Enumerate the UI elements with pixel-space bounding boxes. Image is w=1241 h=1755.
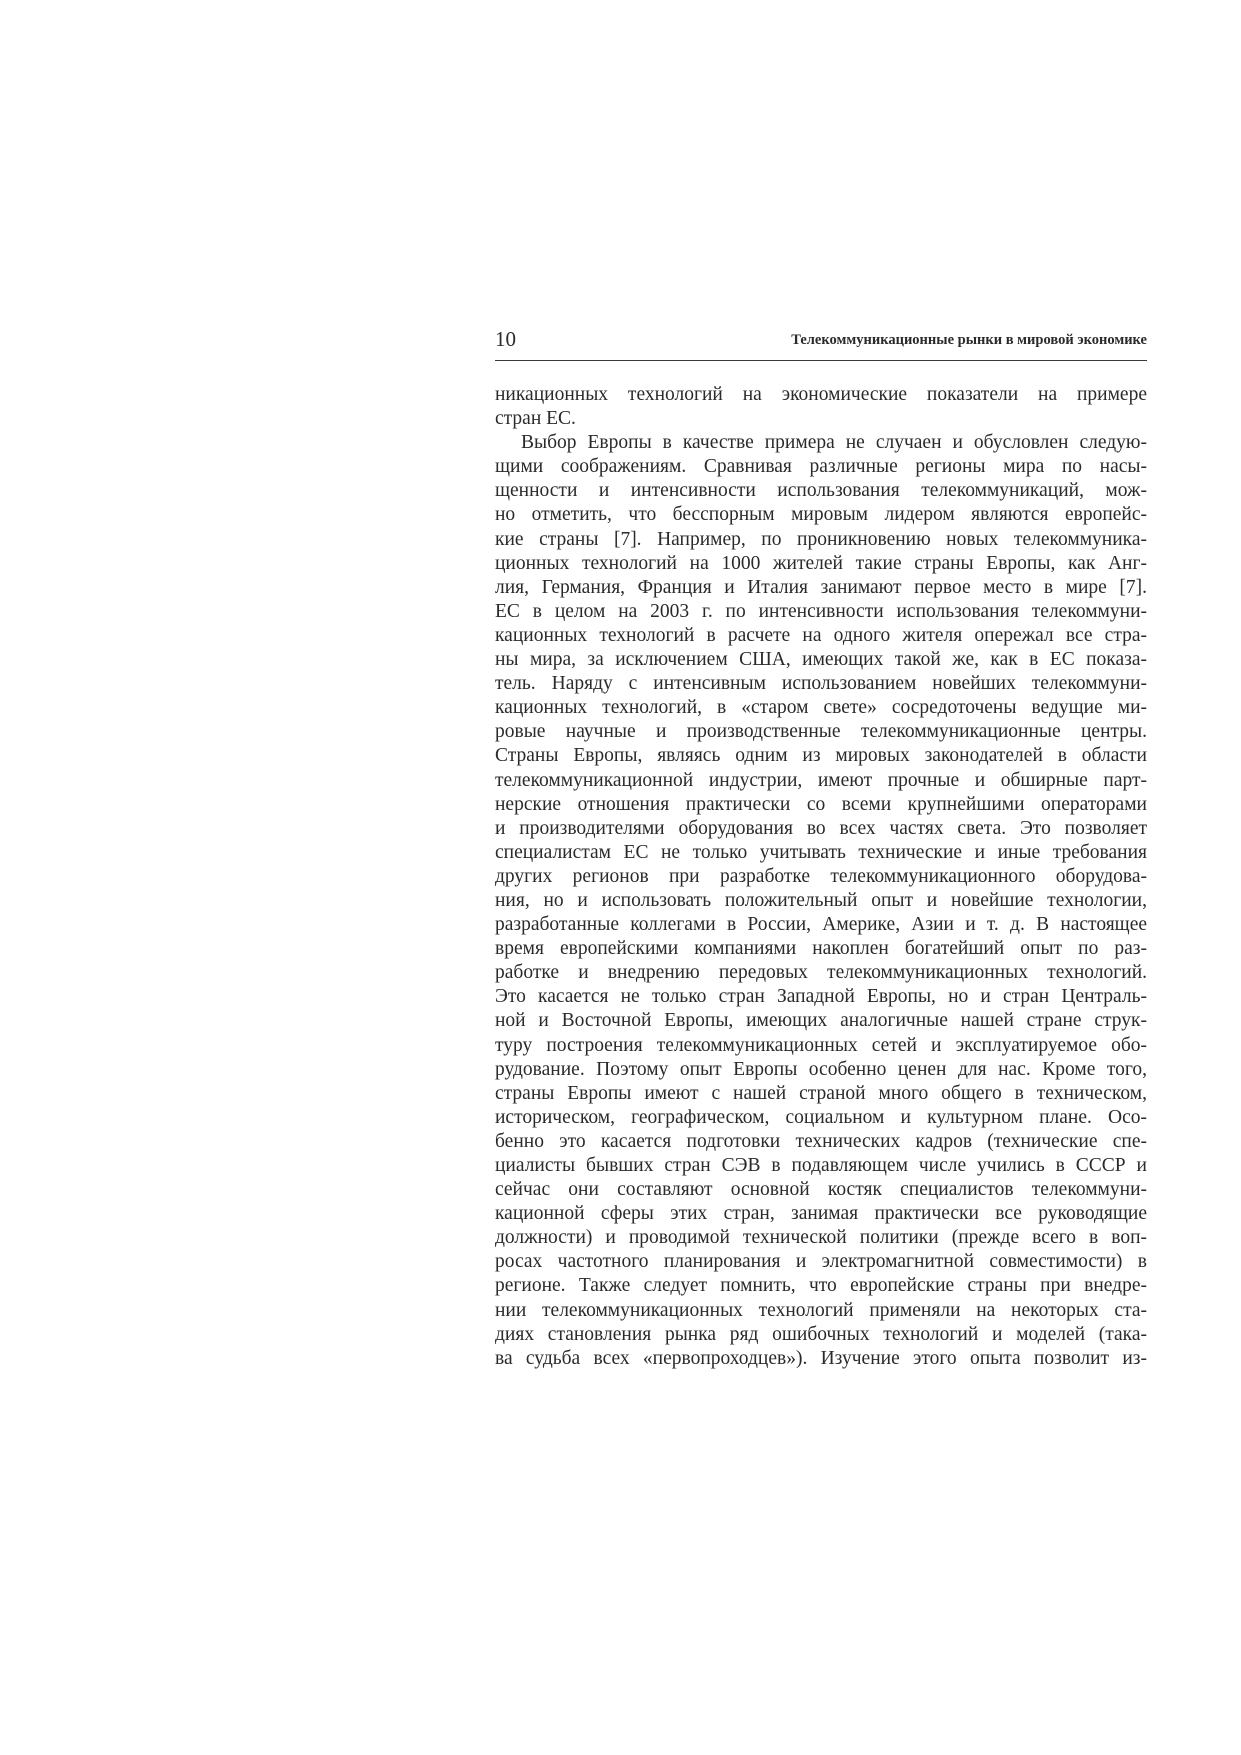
text-line: ны мира, за исключением США, имеющих такой же, как в ЕС показа-	[495, 649, 1147, 671]
text-line: рудование. Поэтому опыт Европы особенно ценен для нас. Кроме того,	[495, 1058, 1147, 1080]
text-line: специалистам ЕС не только учитывать технические и иные требования	[495, 841, 1147, 863]
page-number: 10	[495, 327, 516, 351]
text-line: ной и Восточной Европы, имеющих аналогичные нашей стране струк-	[495, 1010, 1147, 1032]
text-line: циалисты бывших стран СЭВ в подавляющем числе учились в СССР и	[495, 1155, 1147, 1176]
body-text	[495, 383, 1147, 1371]
text-line: лия, Германия, Франция и Италия занимают первое место в мире [7].	[495, 576, 1147, 598]
text-line: диях становления рынка ряд ошибочных технологий и моделей (така-	[495, 1323, 1147, 1345]
text-line: ва судьба всех «первопроходцев»). Изучение этого опыта позволит из-	[495, 1347, 1147, 1369]
text-line: других регионов при разработке телекоммуникационного оборудова-	[495, 865, 1147, 887]
text-line: работке и внедрению передовых телекоммуникационных технологий.	[495, 962, 1147, 984]
text-line: ЕС в целом на 2003 г. по интенсивности использования телекоммуни-	[495, 600, 1147, 622]
text-line: кие страны [7]. Например, по проникновению новых телекоммуника-	[495, 528, 1147, 550]
text-line: тель. Наряду с интенсивным использованием новейших телекоммуни-	[495, 673, 1147, 695]
text-line: нии телекоммуникационных технологий применяли на некоторых ста-	[495, 1299, 1147, 1321]
text-line: щенности и интенсивности использования телекоммуникаций, мож-	[495, 480, 1147, 502]
text-line: кационной сферы этих стран, занимая практически все руководящие	[495, 1203, 1147, 1225]
text-line: Выбор Европы в качестве примера не случаен и обусловлен следую-	[521, 432, 1147, 454]
text-line: разработанные коллегами в России, Америке, Азии и т. д. В настоящее	[495, 914, 1147, 936]
text-line: стран ЕС.	[495, 408, 576, 430]
text-line: Это касается не только стран Западной Европы, но и стран Централь-	[495, 986, 1147, 1008]
text-line: сейчас они составляют основной костяк специалистов телекоммуни-	[495, 1179, 1147, 1201]
text-line: кационных технологий, в «старом свете» сосредоточены ведущие ми-	[495, 697, 1147, 719]
text-line: ционных технологий на 1000 жителей такие страны Европы, как Анг-	[495, 552, 1147, 574]
text-line: туру построения телекоммуникационных сетей и эксплуатируемое обо-	[495, 1034, 1147, 1056]
text-line: ния, но и использовать положительный опыт и новейшие технологии,	[495, 889, 1147, 911]
text-line: Страны Европы, являясь одним из мировых законодателей в области	[495, 745, 1147, 767]
text-line: историческом, географическом, социальном и культурном плане. Осо-	[495, 1106, 1147, 1128]
text-line: щими соображениям. Сравнивая различные регионы мира по насы-	[495, 456, 1147, 478]
text-line: росах частотного планирования и электромагнитной совместимости) в	[495, 1251, 1147, 1273]
text-line: но отметить, что бесспорным мировым лидером являются европейс-	[495, 504, 1147, 526]
text-line: страны Европы имеют с нашей страной много общего в техническом,	[495, 1082, 1147, 1104]
text-line: бенно это касается подготовки технических кадров (технические спе-	[495, 1130, 1147, 1152]
text-line: кационных технологий в расчете на одного жителя опережал все стра-	[495, 624, 1147, 646]
text-line: и производителями оборудования во всех частях света. Это позволяет	[495, 817, 1147, 839]
running-title: Телекоммуникационные рынки в мировой экономике	[791, 332, 1147, 348]
text-line: телекоммуникационной индустрии, имеют прочные и обширные парт-	[495, 769, 1147, 791]
text-line: должности) и проводимой технической политики (прежде всего в воп-	[495, 1227, 1147, 1249]
page-header	[495, 326, 1147, 361]
text-line: регионе. Также следует помнить, что европейские страны при внедре-	[495, 1275, 1147, 1297]
text-line: ровые научные и производственные телекоммуникационные центры.	[495, 721, 1147, 743]
text-line: нерские отношения практически со всеми крупнейшими операторами	[495, 793, 1147, 815]
text-line: время европейскими компаниями накоплен богатейший опыт по раз-	[495, 938, 1147, 960]
text-line: никационных технологий на экономические показатели на примере	[495, 384, 1147, 405]
